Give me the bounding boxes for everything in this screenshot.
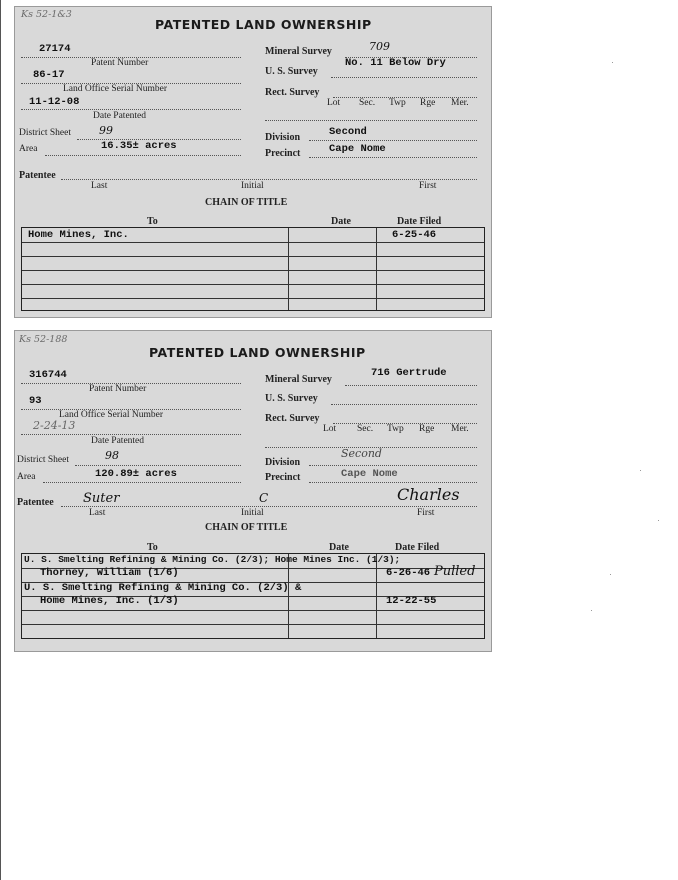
precinct-label: Precinct xyxy=(265,472,301,483)
rect-col-rge: Rge xyxy=(419,424,435,434)
table-row-line xyxy=(22,284,484,285)
col-to-header: To xyxy=(147,216,158,227)
date-patented-value: 11-12-08 xyxy=(29,96,80,108)
table-row-line xyxy=(22,270,484,271)
first-label: First xyxy=(417,508,435,518)
precinct-value: Cape Nome xyxy=(329,143,386,155)
land-office-serial-label: Land Office Serial Number xyxy=(59,410,164,420)
date-patented-line xyxy=(21,434,241,435)
entry-to: Home Mines, Inc. xyxy=(28,229,129,241)
area-line xyxy=(43,482,241,483)
entry-filed: 12-22-55 xyxy=(386,595,437,607)
patentee-line xyxy=(61,179,477,180)
col-filed-header: Date Filed xyxy=(395,542,440,553)
land-ownership-card-1 xyxy=(14,6,492,318)
area-line xyxy=(45,155,241,156)
entry-to: Home Mines, Inc. (1/3) xyxy=(40,595,179,607)
pencil-note: Pulled xyxy=(434,564,476,579)
patentee-label: Patentee xyxy=(19,170,56,181)
patentee-label: Patentee xyxy=(17,497,54,508)
scan-speck xyxy=(591,610,592,611)
table-row-line xyxy=(22,610,484,611)
rect-col-rge: Rge xyxy=(420,98,436,108)
precinct-value: Cape Nome xyxy=(341,468,398,480)
chain-of-title-table xyxy=(21,553,485,639)
initial-label: Initial xyxy=(241,181,264,191)
corner-note: Ks 52-1&3 xyxy=(21,9,72,20)
entry-filed: 6-25-46 xyxy=(392,229,437,241)
patentee-last-value: Suter xyxy=(83,491,120,506)
patentee-first-value: Charles xyxy=(397,485,460,504)
entry-filed: 6-26-46 xyxy=(386,567,431,579)
chain-of-title-heading: CHAIN OF TITLE xyxy=(205,522,288,533)
division-value: Second xyxy=(329,126,367,138)
rect-survey-line-2 xyxy=(265,120,477,121)
area-value: 16.35± acres xyxy=(101,140,177,152)
division-label: Division xyxy=(265,457,301,468)
rect-col-twp: Twp xyxy=(389,98,406,108)
area-label: Area xyxy=(19,144,38,154)
patent-number-value: 27174 xyxy=(39,43,71,55)
patent-number-label: Patent Number xyxy=(89,384,147,394)
corner-note: Ks 52-188 xyxy=(19,334,68,345)
land-office-serial-label: Land Office Serial Number xyxy=(63,84,168,94)
table-row-line xyxy=(22,242,484,243)
division-value: Second xyxy=(341,447,382,460)
initial-label: Initial xyxy=(241,508,264,518)
district-sheet-label: District Sheet xyxy=(19,128,71,138)
last-label: Last xyxy=(91,181,108,191)
district-sheet-line xyxy=(75,465,241,466)
mineral-survey-value: 716 Gertrude xyxy=(371,367,447,379)
rect-col-sec: Sec. xyxy=(357,424,374,434)
table-row-line xyxy=(22,298,484,299)
us-survey-value: No. 11 Below Dry xyxy=(345,57,446,69)
land-ownership-card-2 xyxy=(14,330,492,652)
card-title: PATENTED LAND OWNERSHIP xyxy=(155,17,372,32)
mineral-survey-label: Mineral Survey xyxy=(265,46,332,57)
scan-speck xyxy=(612,62,613,63)
rect-survey-label: Rect. Survey xyxy=(265,87,320,98)
division-line xyxy=(309,465,477,466)
entry-to: Thorney, William (1/6) xyxy=(40,567,179,579)
table-row-line xyxy=(22,256,484,257)
precinct-line xyxy=(309,157,477,158)
district-sheet-value: 99 xyxy=(99,124,113,137)
entry-to: U. S. Smelting Refining & Mining Co. (2/3); Home Mines Inc. (1/3); xyxy=(24,554,401,565)
col-date-header: Date xyxy=(331,216,351,227)
us-survey-line xyxy=(331,404,477,405)
last-label: Last xyxy=(89,508,106,518)
table-row-line xyxy=(22,624,484,625)
mineral-survey-value: 709 xyxy=(369,40,390,53)
scan-speck xyxy=(640,470,641,471)
patent-number-value: 316744 xyxy=(29,369,67,381)
chain-of-title-heading: CHAIN OF TITLE xyxy=(205,197,288,208)
precinct-line xyxy=(309,482,477,483)
col-date-header: Date xyxy=(329,542,349,553)
date-patented-line xyxy=(21,109,241,110)
first-label: First xyxy=(419,181,437,191)
patent-number-label: Patent Number xyxy=(91,58,149,68)
land-office-serial-value: 93 xyxy=(29,395,42,407)
mineral-survey-line xyxy=(345,385,477,386)
mineral-survey-label: Mineral Survey xyxy=(265,374,332,385)
precinct-label: Precinct xyxy=(265,148,301,159)
division-label: Division xyxy=(265,132,301,143)
rect-col-twp: Twp xyxy=(387,424,404,434)
us-survey-label: U. S. Survey xyxy=(265,393,318,404)
col-to-header: To xyxy=(147,542,158,553)
us-survey-label: U. S. Survey xyxy=(265,66,318,77)
area-value: 120.89± acres xyxy=(95,468,177,480)
col-filed-header: Date Filed xyxy=(397,216,442,227)
rect-survey-label: Rect. Survey xyxy=(265,413,320,424)
patentee-initial-value: C xyxy=(259,491,269,505)
page-left-rule xyxy=(0,0,1,880)
us-survey-line xyxy=(331,77,477,78)
entry-to: U. S. Smelting Refining & Mining Co. (2/3) & xyxy=(24,582,302,594)
rect-col-mer: Mer. xyxy=(451,424,469,434)
date-patented-label: Date Patented xyxy=(93,111,147,121)
area-label: Area xyxy=(17,472,36,482)
chain-of-title-table xyxy=(21,227,485,311)
card-title: PATENTED LAND OWNERSHIP xyxy=(149,345,366,360)
rect-col-lot: Lot xyxy=(323,424,337,434)
date-patented-label: Date Patented xyxy=(91,436,145,446)
rect-col-mer: Mer. xyxy=(451,98,469,108)
rect-col-sec: Sec. xyxy=(359,98,376,108)
date-patented-value: 2-24-13 xyxy=(33,419,76,432)
scan-speck xyxy=(610,574,611,575)
district-sheet-value: 98 xyxy=(105,449,119,462)
scan-speck xyxy=(658,520,659,521)
rect-col-lot: Lot xyxy=(327,98,341,108)
patentee-line xyxy=(61,506,477,507)
district-sheet-label: District Sheet xyxy=(17,455,69,465)
land-office-serial-value: 86-17 xyxy=(33,69,65,81)
division-line xyxy=(309,140,477,141)
